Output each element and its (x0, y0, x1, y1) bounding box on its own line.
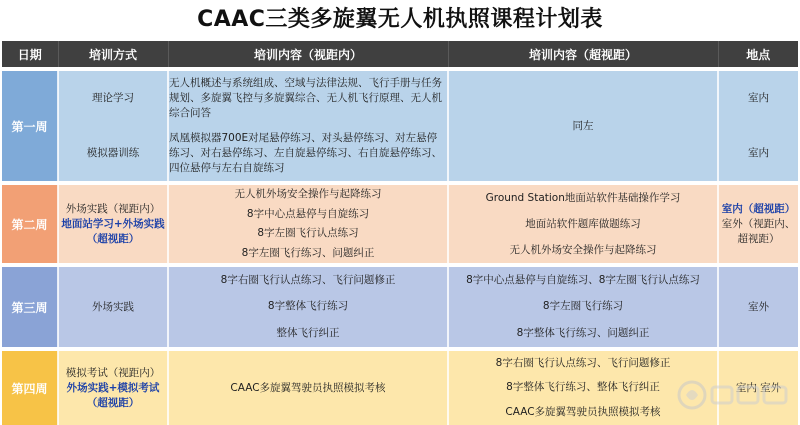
schedule-table (2, 41, 798, 425)
week2-vlos (168, 185, 448, 263)
week1-row-theory (2, 71, 798, 126)
week4-method (58, 351, 168, 425)
week3-label: 第三周 (2, 267, 58, 347)
week3-bvlos-item: 8字整体飞行练习、问题纠正 (516, 327, 650, 340)
week1-vlos-theory: 无人机概述与系统组成、空域与法律法规、飞行手册与任务规划、多旋翼飞控与多旋翼综合、无人机飞行原理、无人机综合问答 (168, 71, 448, 126)
week2-label: 第二周 (2, 185, 58, 263)
week2-place-outdoor: 室外（视距内、超视距） (721, 217, 796, 245)
week1-label: 第一周 (2, 71, 58, 181)
week2-bvlos-item: 地面站软件题库做题练习 (525, 217, 641, 230)
week1-place-theory: 室内 (718, 71, 798, 126)
week4-label: 第四周 (2, 351, 58, 425)
week4-bvlos-item: 8字右圈飞行认点练习、飞行问题修正 (495, 356, 671, 369)
header-method: 培训方式 (58, 41, 168, 67)
week3-place: 室外 (718, 267, 798, 347)
week2-method-bvlos: 地面站学习+外场实践（超视距） (61, 217, 165, 245)
week1-bvlos: 同左 (448, 71, 718, 181)
week2-vlos-item: 8字左圈飞行认点练习 (257, 227, 359, 240)
week3-vlos-item: 整体飞行纠正 (276, 327, 340, 340)
week4-bvlos (448, 351, 718, 425)
week4-bvlos-item: 8字整体飞行练习、整体飞行纠正 (506, 381, 660, 394)
week2-place (718, 185, 798, 263)
week2-bvlos (448, 185, 718, 263)
week3-method: 外场实践 (58, 267, 168, 347)
week2-vlos-item: 无人机外场安全操作与起降练习 (234, 188, 382, 201)
week2-bvlos-item: 无人机外场安全操作与起降练习 (509, 243, 657, 256)
week2-bvlos-item: Ground Station地面站软件基础操作学习 (485, 191, 681, 204)
week3-bvlos-item: 8字中心点悬停与自旋练习、8字左圈飞行认点练习 (466, 273, 700, 286)
header-row (2, 41, 798, 67)
week1-method-simulator: 模拟器训练 (58, 126, 168, 181)
page-title: CAAC三类多旋翼无人机执照课程计划表 (197, 7, 603, 32)
week4-method-vlos: 模拟考试（视距内） (65, 366, 161, 379)
week4-bvlos-item: CAAC多旋翼驾驶员执照模拟考核 (505, 406, 661, 419)
week2-vlos-item: 8字中心点悬停与自旋练习 (246, 207, 370, 220)
header-vlos: 培训内容（视距内） (168, 41, 448, 67)
week3-bvlos-item: 8字左圈飞行练习 (542, 300, 624, 313)
week2-row (2, 185, 798, 263)
week4-row (2, 351, 798, 425)
week4-place: 室内 室外 (718, 351, 798, 425)
week1-vlos-simulator: 凤凰模拟器700E对尾悬停练习、对头悬停练习、对左悬停练习、对右悬停练习、左自旋悬停练习、右自旋悬停练习、四位悬停与左右自旋练习 (168, 126, 448, 181)
week3-bvlos (448, 267, 718, 347)
header-place: 地点 (718, 41, 798, 67)
week2-method (58, 185, 168, 263)
week2-vlos-item: 8字左圈飞行练习、问题纠正 (241, 246, 375, 259)
week2-method-vlos: 外场实践（视距内） (65, 202, 161, 215)
week3-vlos (168, 267, 448, 347)
week3-vlos-item: 8字整体飞行练习 (267, 300, 349, 313)
header-bvlos: 培训内容（超视距） (448, 41, 718, 67)
week3-vlos-item: 8字右圈飞行认点练习、飞行问题修正 (220, 273, 396, 286)
week4-vlos: CAAC多旋翼驾驶员执照模拟考核 (168, 351, 448, 425)
week4-method-bvlos: 外场实践+模拟考试（超视距） (66, 381, 160, 409)
week1-method-theory: 理论学习 (58, 71, 168, 126)
week3-row (2, 267, 798, 347)
week2-place-indoor: 室内（超视距） (721, 202, 796, 215)
header-date: 日期 (2, 41, 58, 67)
week1-place-simulator: 室内 (718, 126, 798, 181)
